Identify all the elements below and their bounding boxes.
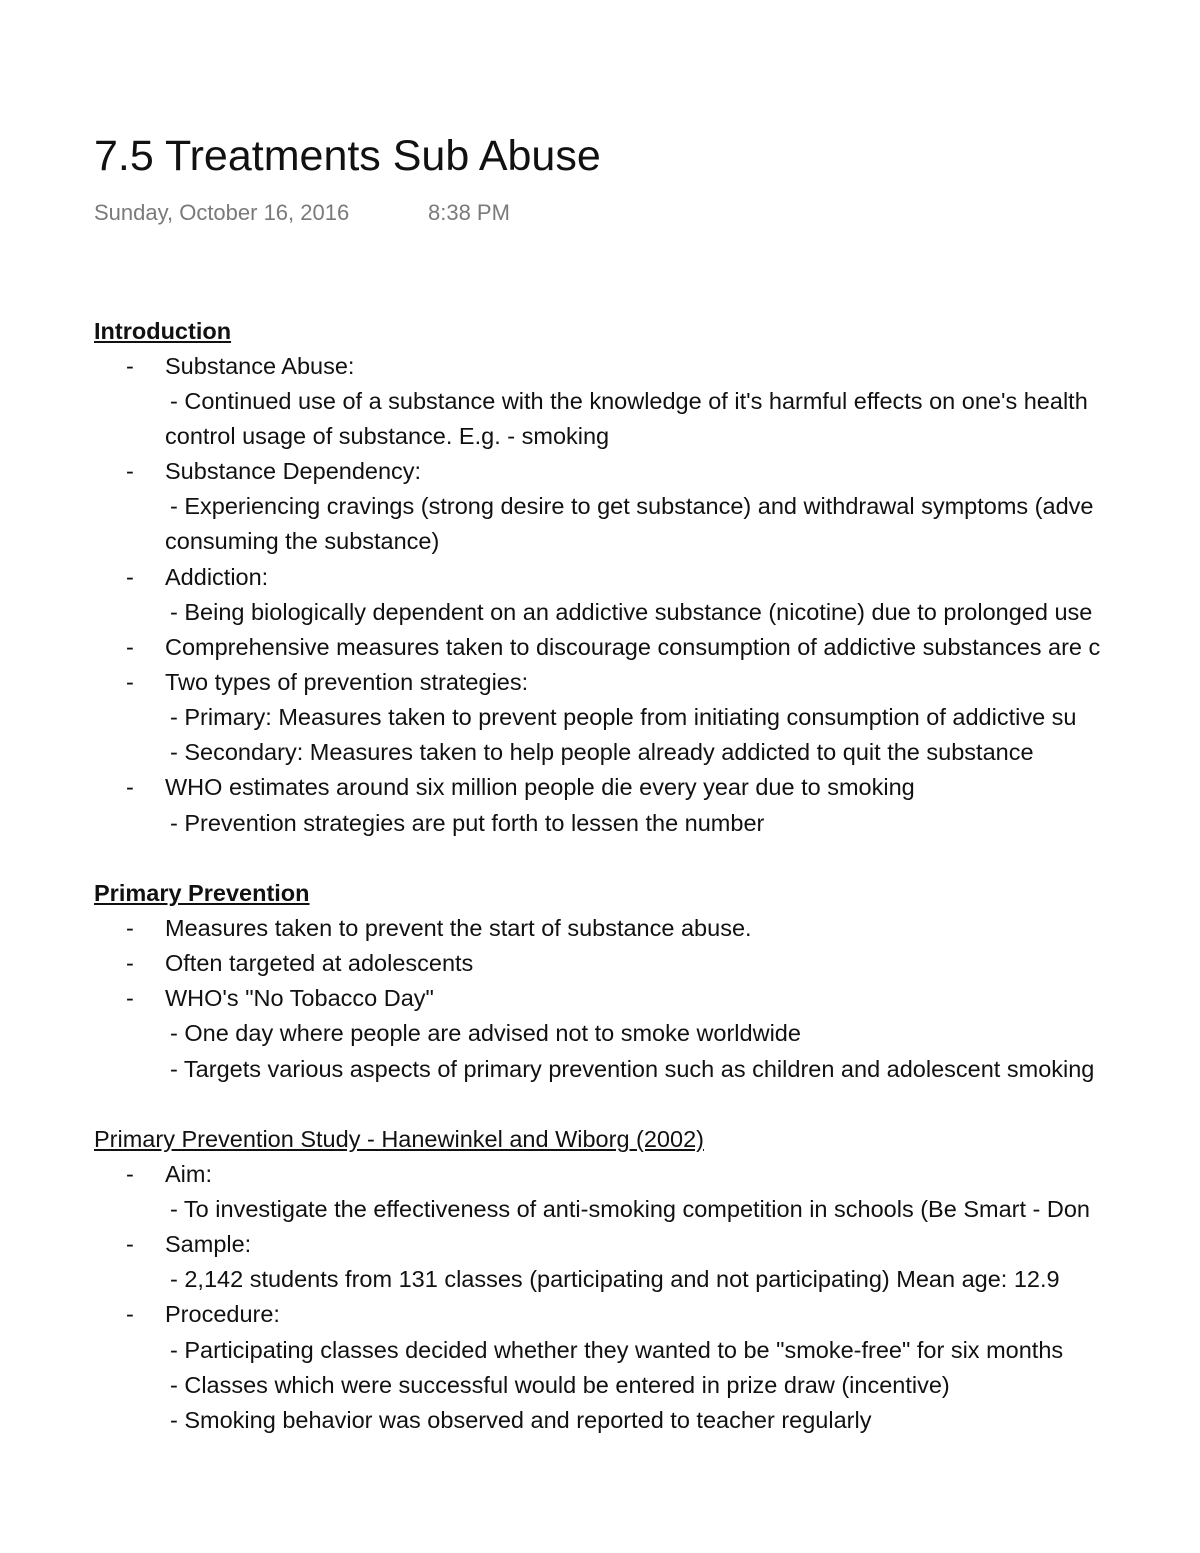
list-item: Measures taken to prevent the start of substance abuse. [165,915,752,941]
list-item: Procedure: [165,1301,280,1327]
bullet-dash: - [126,1301,134,1327]
list-item: WHO's "No Tobacco Day" [165,985,434,1011]
bullet-dash: - [126,1231,134,1257]
bullet-dash: - [126,458,134,484]
list-item: Substance Abuse: [165,353,355,379]
list-item: Sample: [165,1231,252,1257]
bullet-dash: - [126,985,134,1011]
list-subitem: - One day where people are advised not to smoke worldwide [170,1020,801,1046]
list-item: Comprehensive measures taken to discourage consumption of addictive substances are c [165,634,1101,660]
list-subitem: - Prevention strategies are put forth to lessen the number [170,810,765,836]
list-item: Substance Dependency: [165,458,422,484]
section-heading-primary-prevention: Primary Prevention [94,880,310,906]
list-subitem: - Experiencing cravings (strong desire to get substance) and withdrawal symptoms (adve [170,493,1094,519]
note-date: Sunday, October 16, 2016 [94,200,350,225]
list-subitem: - 2,142 students from 131 classes (participating and not participating) Mean age: 12.9 [170,1266,1060,1292]
page-title: 7.5 Treatments Sub Abuse [94,132,601,180]
bullet-dash: - [126,774,134,800]
list-subitem: - To investigate the effectiveness of anti-smoking competition in schools (Be Smart - Don [170,1196,1090,1222]
section-heading-introduction: Introduction [94,318,232,344]
list-subitem: - Participating classes decided whether they wanted to be "smoke-free" for six months [170,1337,1064,1363]
list-subitem-continued: control usage of substance. E.g. - smoking [165,423,610,449]
list-subitem: - Smoking behavior was observed and reported to teacher regularly [170,1407,872,1433]
list-item: Two types of prevention strategies: [165,669,529,695]
list-subitem: - Classes which were successful would be entered in prize draw (incentive) [170,1372,950,1398]
list-item: Addiction: [165,564,269,590]
list-subitem: - Targets various aspects of primary prevention such as children and adolescent smoking [170,1056,1095,1082]
list-subitem: - Continued use of a substance with the knowledge of it's harmful effects on one's health [170,388,1088,414]
list-subitem: - Primary: Measures taken to prevent people from initiating consumption of addictive su [170,704,1077,730]
list-item: Often targeted at adolescents [165,950,474,976]
list-item: Aim: [165,1161,212,1187]
bullet-dash: - [126,669,134,695]
list-item: WHO estimates around six million people die every year due to smoking [165,774,915,800]
bullet-dash: - [126,564,134,590]
section-heading-study: Primary Prevention Study - Hanewinkel and Wiborg (2002) [94,1126,704,1152]
bullet-dash: - [126,353,134,379]
bullet-dash: - [126,1161,134,1187]
bullet-dash: - [126,634,134,660]
list-subitem: - Secondary: Measures taken to help people already addicted to quit the substance [170,739,1034,765]
bullet-dash: - [126,950,134,976]
bullet-dash: - [126,915,134,941]
note-time: 8:38 PM [428,200,510,225]
list-subitem: - Being biologically dependent on an addictive substance (nicotine) due to prolonged use [170,599,1093,625]
list-subitem-continued: consuming the substance) [165,528,440,554]
